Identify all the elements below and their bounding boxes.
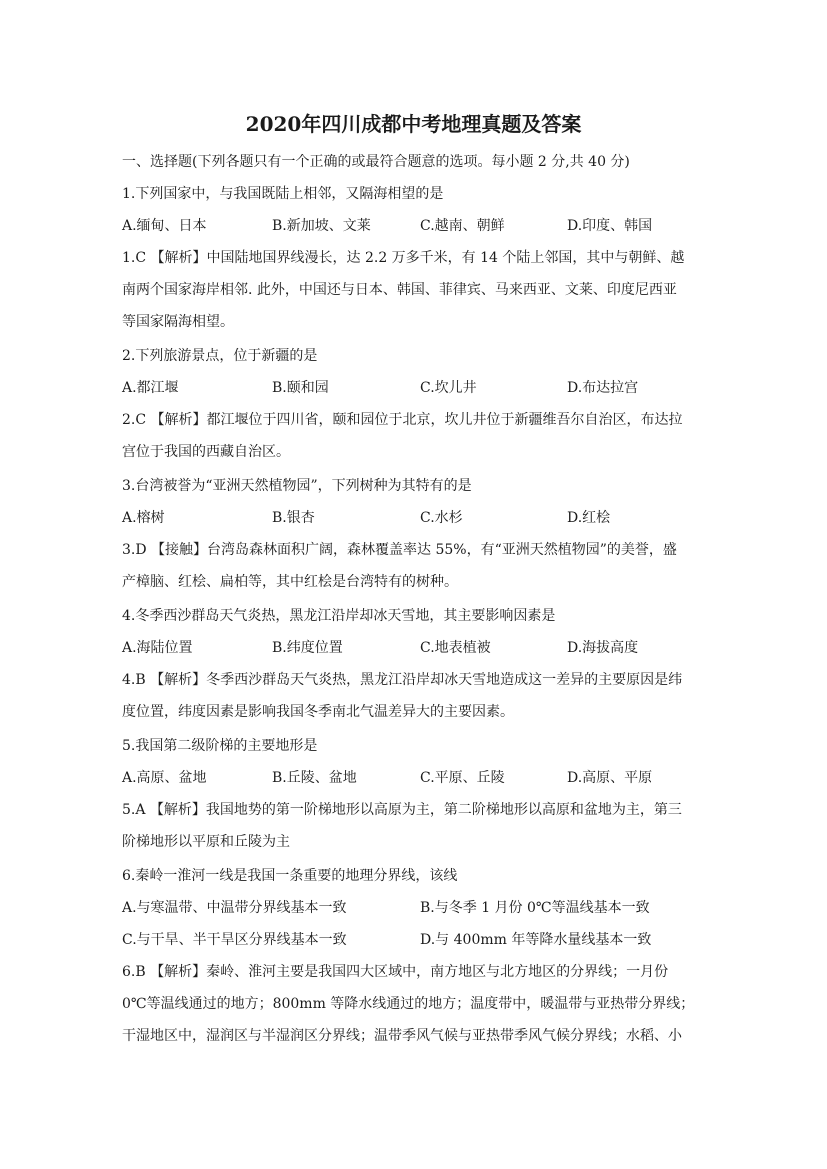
question-2-option-c: C.坎儿井 [420,380,477,396]
question-1-option-d: D.印度、韩国 [567,218,653,234]
question-6-option-c: C.与干旱、半干旱区分界线基本一致 [122,932,347,948]
question-5-analysis-line: 阶梯地形以平原和丘陵为主 [122,834,290,850]
question-5-analysis-line: 5.A 【解析】我国地势的第一阶梯地形以高原为主，第二阶梯地形以高原和盆地为主，第三 [122,802,682,818]
question-5-stem: 5.我国第二级阶梯的主要地形是 [122,738,318,754]
question-4-analysis-line: 度位置，纬度因素是影响我国冬季南北气温差异大的主要因素。 [122,704,514,720]
question-2-option-a: A.都江堰 [122,380,179,396]
question-3-option-a: A.榕树 [122,510,165,526]
question-6-option-b: B.与冬季 1 月份 0℃等温线基本一致 [420,900,650,916]
question-1-stem: 1.下列国家中，与我国既陆上相邻，又隔海相望的是 [122,186,444,202]
question-1-analysis-line: 等国家隔海相望。 [122,314,234,330]
question-1-option-a: A.缅甸、日本 [122,218,207,234]
question-4-option-c: C.地表植被 [420,640,491,656]
question-4-option-d: D.海拔高度 [567,640,639,656]
question-4-stem: 4.冬季西沙群岛天气炎热，黑龙江沿岸却冰天雪地，其主要影响因素是 [122,608,556,624]
question-2-option-b: B.颐和园 [272,380,329,396]
question-4-option-b: B.纬度位置 [272,640,343,656]
question-6-analysis-line: 6.B 【解析】秦岭、淮河主要是我国四大区域中，南方地区与北方地区的分界线；一月份 [122,964,669,980]
question-3-option-b: B.银杏 [272,510,315,526]
question-2-option-d: D.布达拉宫 [567,380,639,396]
question-3-option-d: D.红桧 [567,510,611,526]
question-3-stem: 3.台湾被誉为“亚洲天然植物园”，下列树种为其特有的是 [122,478,472,494]
question-6-analysis-line: 0℃等温线通过的地方；800mm 等降水线通过的地方；温度带中，暖温带与亚热带分界线； [122,996,695,1012]
question-1-analysis-line: 1.C 【解析】中国陆地国界线漫长，达 2.2 万多千米，有 14 个陆上邻国，其中与朝鲜、越 [122,250,685,266]
question-1-option-b: B.新加坡、文莱 [272,218,371,234]
question-3-option-c: C.水杉 [420,510,463,526]
question-2-analysis-line: 2.C 【解析】都江堰位于四川省，颐和园位于北京，坎儿井位于新疆维吾尔自治区，布达拉 [122,412,683,428]
question-2-analysis-line: 宫位于我国的西藏自治区。 [122,444,290,460]
question-3-analysis-line: 3.D 【接触】台湾岛森林面积广阔，森林覆盖率达 55%，有“亚洲天然植物园”的美誉，盛 [122,542,677,558]
question-3-analysis-line: 产樟脑、红桧、扁柏等，其中红桧是台湾特有的树种。 [122,574,458,590]
question-2-stem: 2.下列旅游景点，位于新疆的是 [122,348,318,364]
question-5-option-a: A.高原、盆地 [122,770,207,786]
question-5-option-c: C.平原、丘陵 [420,770,505,786]
question-6-analysis-line: 干湿地区中，湿润区与半湿润区分界线；温带季风气候与亚热带季风气候分界线；水稻、小 [122,1028,682,1044]
question-4-option-a: A.海陆位置 [122,640,193,656]
page-title: 2020年四川成都中考地理真题及答案 [245,112,582,136]
question-4-analysis-line: 4.B 【解析】冬季西沙群岛天气炎热，黑龙江沿岸却冰天雪地造成这一差异的主要原因是纬 [122,672,683,688]
question-5-option-d: D.高原、平原 [567,770,653,786]
question-6-stem: 6.秦岭一淮河一线是我国一条重要的地理分界线，该线 [122,868,458,884]
question-1-analysis-line: 南两个国家海岸相邻. 此外，中国还与日本、韩国、菲律宾、马来西亚、文莱、印度尼西亚 [122,282,677,298]
question-5-option-b: B.丘陵、盆地 [272,770,357,786]
section-heading: 一、选择题(下列各题只有一个正确的或最符合题意的选项。每小题 2 分,共 40 分) [122,154,630,170]
question-6-option-d: D.与 400mm 年等降水量线基本一致 [420,932,652,948]
question-6-option-a: A.与寒温带、中温带分界线基本一致 [122,900,347,916]
question-1-option-c: C.越南、朝鲜 [420,218,505,234]
